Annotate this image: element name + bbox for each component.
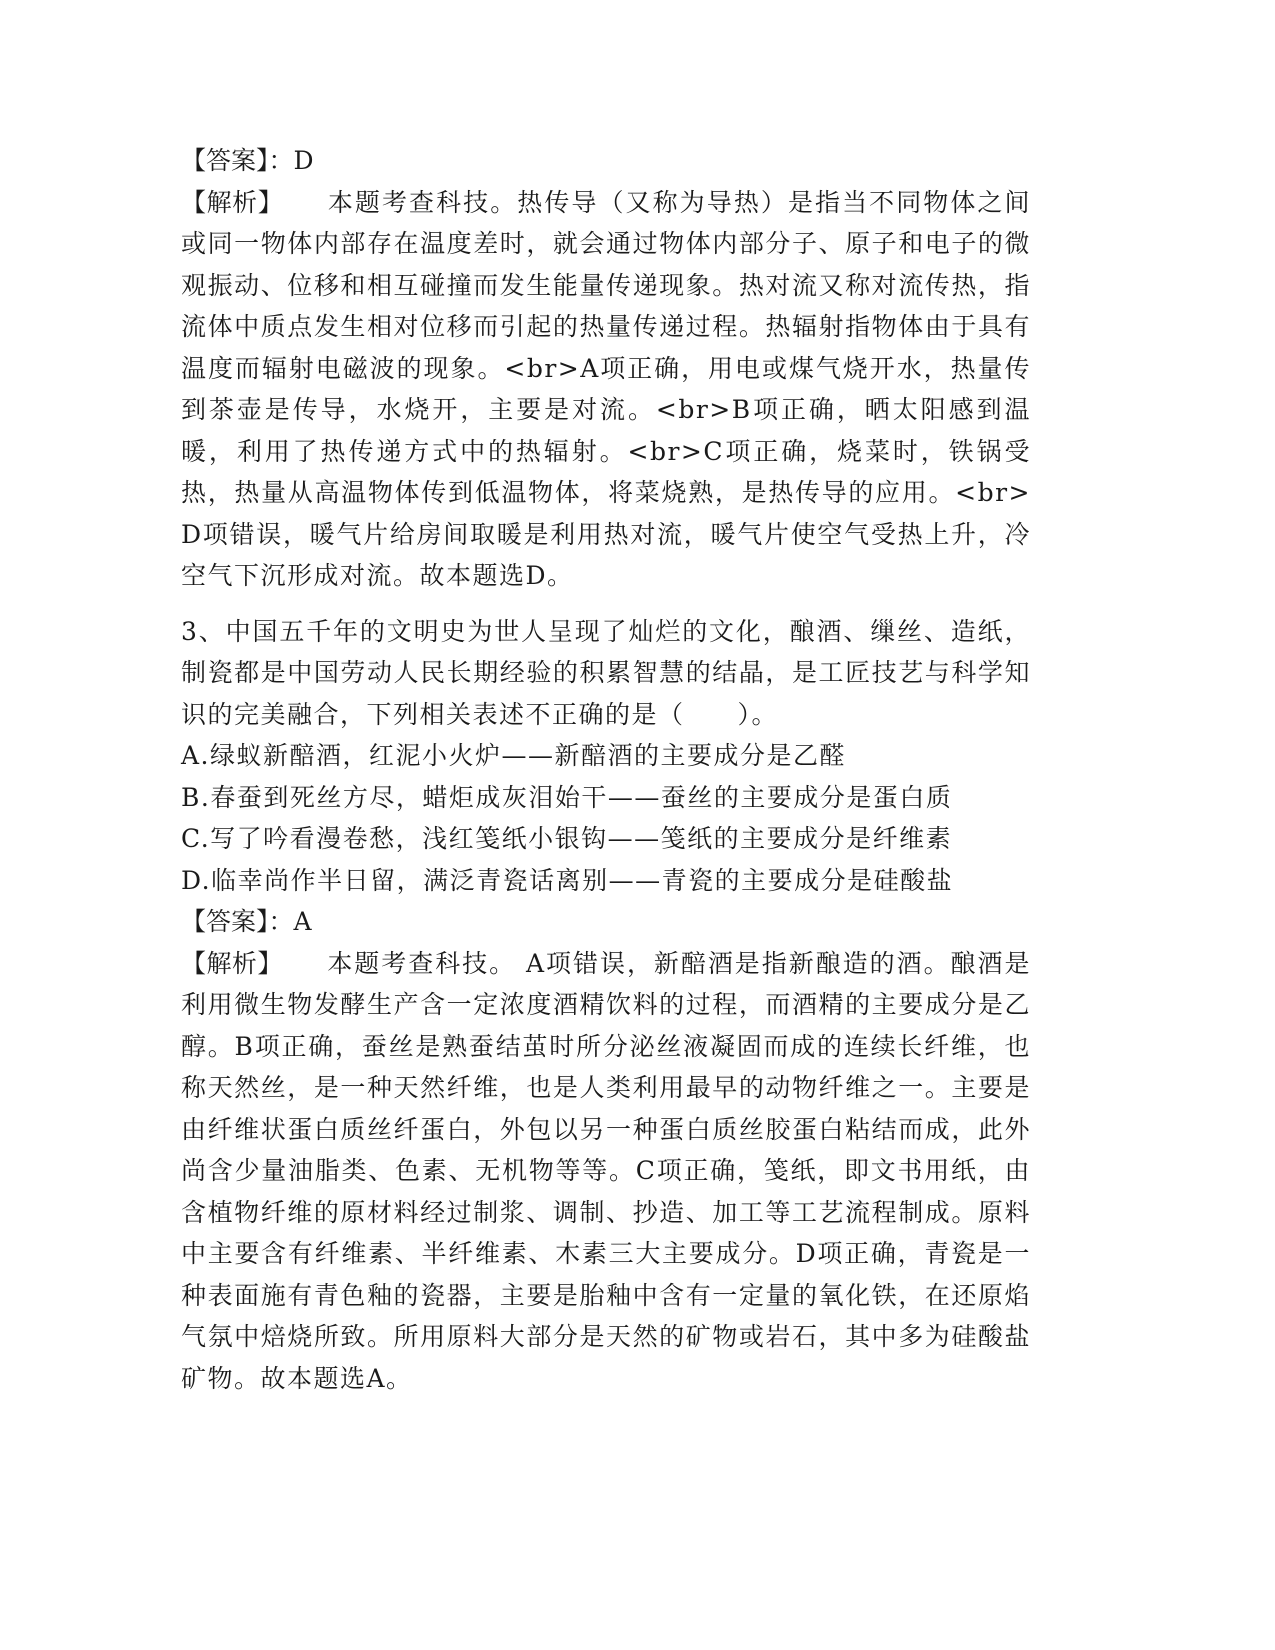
q3-analysis <box>181 943 1031 1400</box>
q3-answer-label: 【答案】： <box>181 907 294 936</box>
q3-answer-value: A <box>293 907 314 936</box>
q3-answer <box>181 901 1031 943</box>
q3-stem: 3、中国五千年的文明史为世人呈现了灿烂的文化，酿酒、缫丝、造纸，制瓷都是中国劳动人民长期经验的积累智慧的结晶，是工匠技艺与科学知识的完美融合，下列相关表述不正确的是（ ）。 <box>181 616 1031 729</box>
q3-analysis-label: 【解析】 <box>181 948 283 978</box>
q2-analysis <box>181 182 1031 597</box>
document-page <box>181 140 1031 1399</box>
q2-analysis-text: 本题考查科技。热传导（又称为导热）是指当不同物体之间或同一物体内部存在温度差时，就会通过物体内部分子、原子和电子的微观振动、位移和相互碰撞而发生能量传递现象。热对流又称对流传热，指流体中质点发生相对位移而引起的热量传递过程。热辐射指物体由于具有温度而辐射电磁波的现象。<br>A项正确，用电或煤气烧开水，热量传到茶壶是传导，水烧开，主要是对流。<br>B项正确，晒太阳感到温暖，利用了热传递方式中的热辐射。<br>C项正确，烧菜时，铁锅受热，热量从高温物体传到低温物体，将菜烧熟，是热传导的应用。<br>D项错误，暖气片给房间取暖是利用热对流，暖气片使空气受热上升，冷空气下沉形成对流。故本题选D。 <box>181 187 1031 590</box>
q3-analysis-text: 本题考查科技。 A项错误，新醅酒是指新酿造的酒。酿酒是利用微生物发酵生产含一定浓度酒精饮料的过程，而酒精的主要成分是乙醇。B项正确，蚕丝是熟蚕结茧时所分泌丝液凝固而成的连续长纤维，也称天然丝，是一种天然纤维，也是人类利用最早的动物纤维之一。主要是由纤维状蛋白质丝纤蛋白，外包以另一种蛋白质丝胶蛋白粘结而成，此外尚含少量油脂类、色素、无机物等等。C项正确，笺纸，即文书用纸，由含植物纤维的原材料经过制浆、调制、抄造、加工等工艺流程制成。原料中主要含有纤维素、半纤维素、木素三大主要成分。D项正确，青瓷是一种表面施有青色釉的瓷器，主要是胎釉中含有一定量的氧化铁，在还原焰气氛中焙烧所致。所用原料大部分是天然的矿物或岩石，其中多为硅酸盐矿物。故本题选A。 <box>181 948 1031 1393</box>
q2-answer <box>181 140 1031 182</box>
q3-option-b: B.春蚕到死丝方尽，蜡炬成灰泪始干——蚕丝的主要成分是蛋白质 <box>181 782 953 812</box>
q2-answer-label: 【答案】： <box>181 146 294 175</box>
q3-option-a: A.绿蚁新醅酒，红泥小火炉——新醅酒的主要成分是乙醛 <box>181 741 847 770</box>
q3-option-c: C.写了吟看漫卷愁，浅红笺纸小银钩——笺纸的主要成分是纤维素 <box>181 824 953 853</box>
q3-option-d: D.临幸尚作半日留，满泛青瓷话离别——青瓷的主要成分是硅酸盐 <box>181 865 954 895</box>
q2-answer-value: D <box>293 146 316 175</box>
q2-analysis-label: 【解析】 <box>181 187 284 217</box>
